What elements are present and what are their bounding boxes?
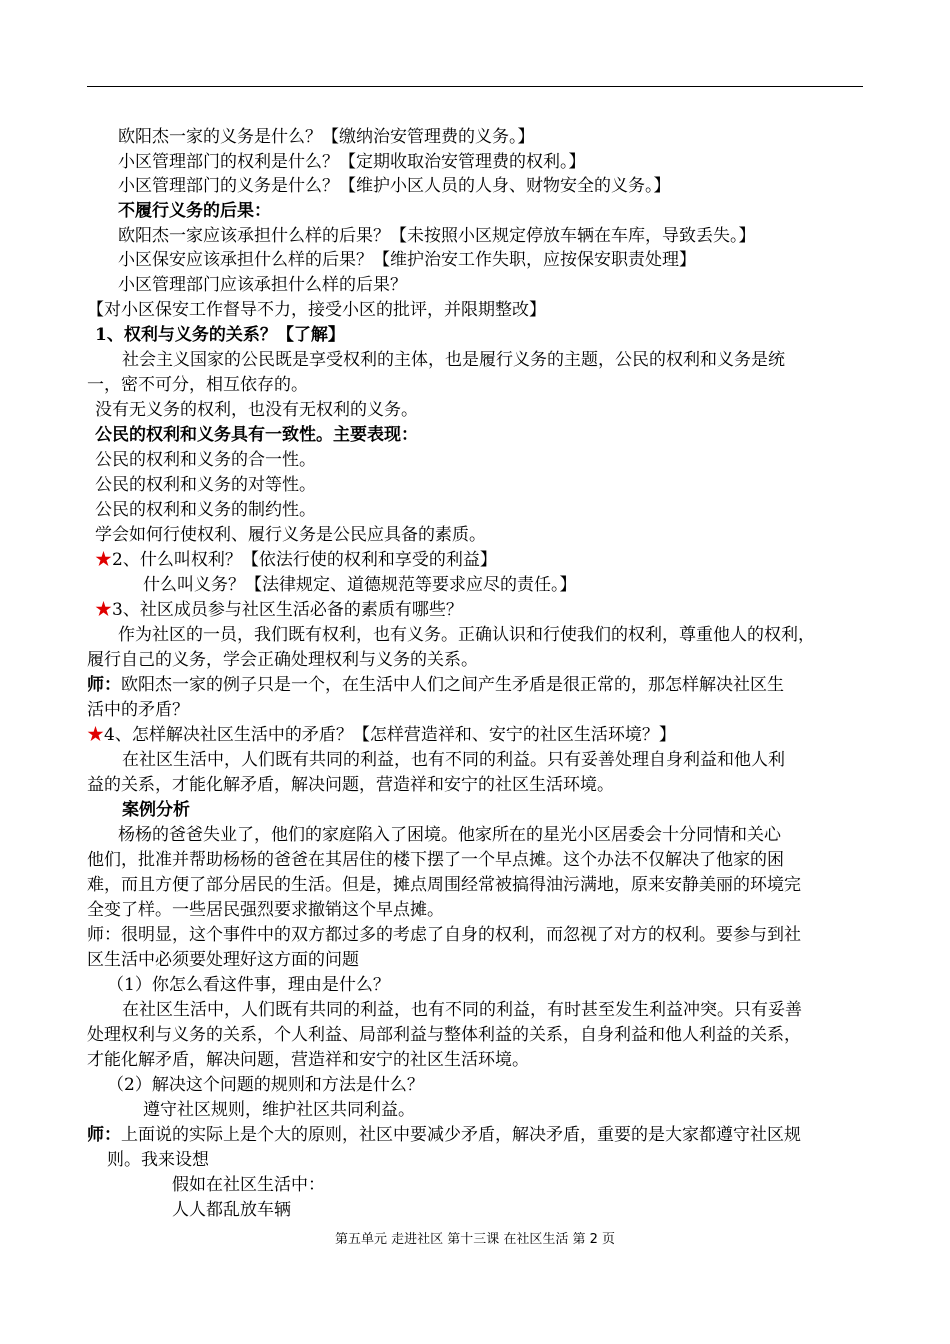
paragraph-line: 益的关系，才能化解矛盾，解决问题，营造祥和安宁的社区生活环境。 xyxy=(87,775,614,795)
star-icon: ★ xyxy=(87,725,104,745)
paragraph-line: 区生活中必须要处理好这方面的问题 xyxy=(87,950,359,970)
paragraph-line: 活中的矛盾？ xyxy=(87,700,189,720)
paragraph-line: 履行自己的义务，学会正确处理权利与义务的关系。 xyxy=(87,650,478,670)
question-text: 4、怎样解决社区生活中的矛盾？【怎样营造祥和、安宁的社区生活环境？】 xyxy=(104,725,676,745)
text-line: 遵守社区规则，维护社区共同利益。 xyxy=(143,1100,415,1120)
paragraph-line: 在社区生活中，人们既有共同的利益，也有不同的利益，有时甚至发生利益冲突。只有妥善 xyxy=(122,1000,802,1020)
teacher-label: 师： xyxy=(87,1125,121,1145)
star-icon: ★ xyxy=(95,600,112,620)
paragraph-line: 在社区生活中，人们既有共同的利益，也有不同的利益。只有妥善处理自身利益和他人利 xyxy=(122,750,785,770)
paragraph-line: 则。我来设想 xyxy=(107,1150,209,1170)
paragraph-line: 社会主义国家的公民既是享受权利的主体，也是履行义务的主题，公民的权利和义务是统 xyxy=(122,350,785,370)
question-text: 2、什么叫权利？【依法行使的权利和享受的利益】 xyxy=(112,550,497,570)
teacher-text: 上面说的实际上是个大的原则，社区中要减少矛盾，解决矛盾，重要的是大家都遵守社区规 xyxy=(121,1125,801,1145)
question-line xyxy=(95,598,463,622)
star-icon: ★ xyxy=(95,550,112,570)
paragraph-line xyxy=(87,1123,801,1147)
question-line xyxy=(95,548,497,572)
paragraph-line: 才能化解矛盾，解决问题，营造祥和安宁的社区生活环境。 xyxy=(87,1050,529,1070)
section-heading: 1、权利与义务的关系？【了解】 xyxy=(95,325,345,345)
list-item: 公民的权利和义务的对等性。 xyxy=(95,475,316,495)
teacher-label: 师： xyxy=(87,675,121,695)
paragraph-line: 处理权利与义务的关系，个人利益、局部利益与整体利益的关系，自身利益和他人利益的关系， xyxy=(87,1025,801,1045)
teacher-text: 欧阳杰一家的例子只是一个，在生活中人们之间产生矛盾是很正常的，那怎样解决社区生 xyxy=(121,675,784,695)
page-footer: 第五单元 走进社区 第十三课 在社区生活 第 2 页 xyxy=(334,1232,616,1247)
list-item: 公民的权利和义务的制约性。 xyxy=(95,500,316,520)
paragraph-line: 师：很明显，这个事件中的双方都过多的考虑了自身的权利，而忽视了对方的权利。要参与到社 xyxy=(87,925,801,945)
text-line: 小区保安应该承担什么样的后果？【维护治安工作失职，应按保安职责处理】 xyxy=(118,250,696,270)
text-line: 小区管理部门应该承担什么样的后果？ xyxy=(118,275,407,295)
text-line: 没有无义务的权利，也没有无权利的义务。 xyxy=(95,400,418,420)
paragraph-line: 一，密不可分，相互依存的。 xyxy=(87,375,308,395)
paragraph-line: 杨杨的爸爸失业了，他们的家庭陷入了困境。他家所在的星光小区居委会十分同情和关心 xyxy=(118,825,781,845)
paragraph-line xyxy=(87,673,784,697)
text-line: 学会如何行使权利、履行义务是公民应具备的素质。 xyxy=(95,525,486,545)
text-line: 欧阳杰一家应该承担什么样的后果？【未按照小区规定停放车辆在车库，导致丢失。】 xyxy=(118,226,756,246)
question-line: （2）解决这个问题的规则和方法是什么？ xyxy=(107,1075,424,1095)
paragraph-line: 他们，批准并帮助杨杨的爸爸在其居住的楼下摆了一个早点摊。这个办法不仅解决了他家的困 xyxy=(87,850,784,870)
text-line: 人人都乱放车辆 xyxy=(172,1200,291,1220)
paragraph-line: 全变了样。一些居民强烈要求撤销这个早点摊。 xyxy=(87,900,444,920)
paragraph-line: 作为社区的一员，我们既有权利，也有义务。正确认识和行使我们的权利，尊重他人的权利， xyxy=(118,625,815,645)
question-text: 3、社区成员参与社区生活必备的素质有哪些？ xyxy=(112,600,463,620)
question-line: 什么叫义务？【法律规定、道德规范等要求应尽的责任。】 xyxy=(143,575,577,595)
text-line: 假如在社区生活中： xyxy=(172,1175,325,1195)
question-line xyxy=(87,723,676,747)
header-rule xyxy=(87,86,863,87)
section-heading: 不履行义务的后果： xyxy=(118,201,271,221)
paragraph-line: 难，而且方便了部分居民的生活。但是，摊点周围经常被搞得油污满地，原来安静美丽的环境完 xyxy=(87,875,801,895)
section-heading: 公民的权利和义务具有一致性。主要表现： xyxy=(95,425,418,445)
text-line: 【对小区保安工作督导不力，接受小区的批评，并限期整改】 xyxy=(87,300,546,320)
question-line: （1）你怎么看这件事，理由是什么？ xyxy=(107,975,390,995)
text-line: 小区管理部门的权利是什么？【定期收取治安管理费的权利。】 xyxy=(118,152,586,172)
text-line: 欧阳杰一家的义务是什么？【缴纳治安管理费的义务。】 xyxy=(118,127,535,147)
text-line: 小区管理部门的义务是什么？【维护小区人员的人身、财物安全的义务。】 xyxy=(118,176,671,196)
list-item: 公民的权利和义务的合一性。 xyxy=(95,450,316,470)
section-heading: 案例分析 xyxy=(122,800,190,820)
